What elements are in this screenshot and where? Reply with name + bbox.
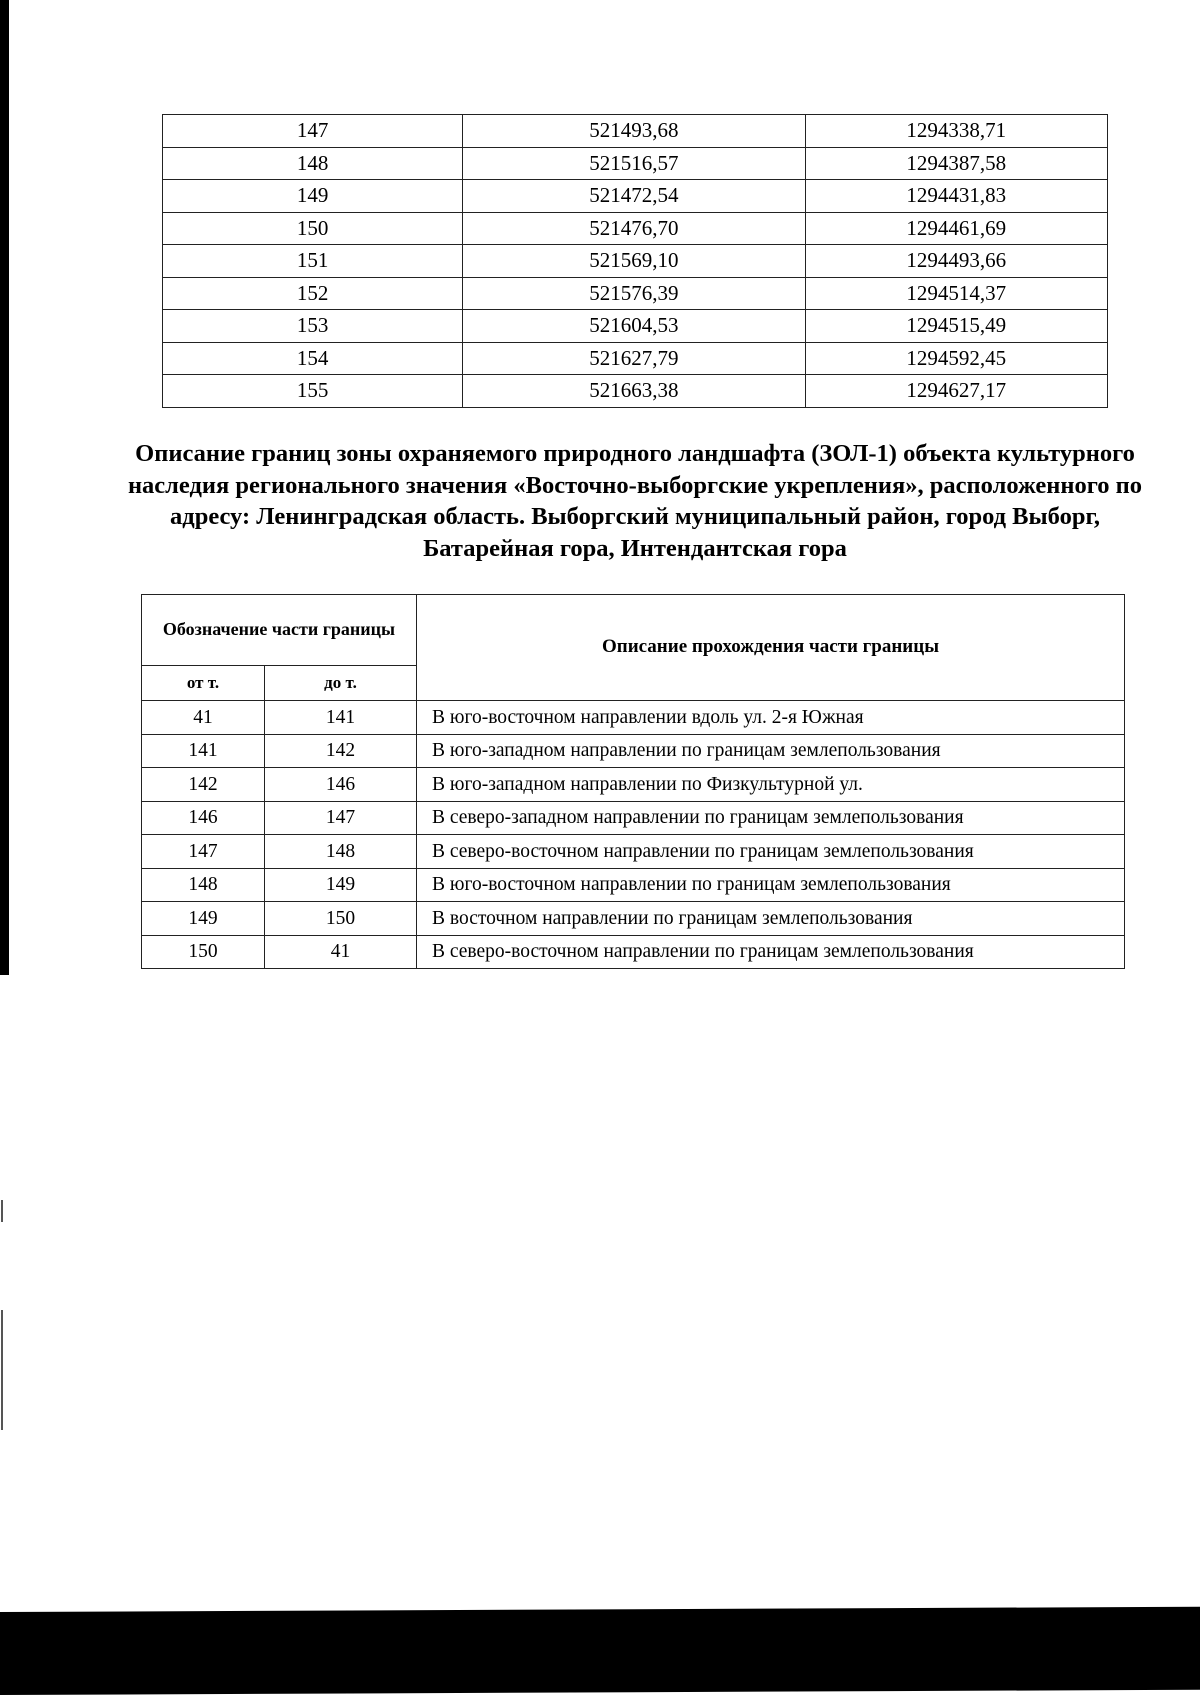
table-row [142,868,1125,902]
from-point: 142 [142,768,265,802]
boundary-description: В юго-восточном направлении вдоль ул. 2-я Южная [417,701,1125,735]
coord-x: 521663,38 [463,375,805,408]
table-row [142,835,1125,869]
table-row [142,902,1125,936]
scan-edge-left [0,0,9,975]
boundary-description: В восточном направлении по границам землепользования [417,902,1125,936]
coord-x: 521493,68 [463,115,805,148]
table-row [142,801,1125,835]
to-point: 142 [265,734,417,768]
coord-y: 1294387,58 [805,147,1107,180]
table-row [142,935,1125,969]
coord-y: 1294514,37 [805,277,1107,310]
table-row [142,701,1125,735]
from-point: 141 [142,734,265,768]
coordinates-table [162,114,1108,408]
scan-mark [1,1310,3,1430]
coord-y: 1294493,66 [805,245,1107,278]
boundary-description: В юго-восточном направлении по границам землепользования [417,868,1125,902]
to-point-header: до т. [265,666,417,701]
point-number: 153 [163,310,463,343]
point-number: 148 [163,147,463,180]
to-point: 150 [265,902,417,936]
table-row [163,115,1108,148]
coord-y: 1294461,69 [805,212,1107,245]
coord-x: 521627,79 [463,342,805,375]
point-number: 150 [163,212,463,245]
coord-x: 521604,53 [463,310,805,343]
boundary-description: В северо-западном направлении по границам землепользования [417,801,1125,835]
coord-x: 521569,10 [463,245,805,278]
to-point: 148 [265,835,417,869]
boundary-description-table [141,594,1125,969]
to-point: 141 [265,701,417,735]
coord-x: 521516,57 [463,147,805,180]
coord-y: 1294515,49 [805,310,1107,343]
from-point: 149 [142,902,265,936]
point-number: 152 [163,277,463,310]
coord-x: 521576,39 [463,277,805,310]
point-number: 151 [163,245,463,278]
from-point: 146 [142,801,265,835]
description-header: Описание прохождения части границы [417,595,1125,701]
from-point: 148 [142,868,265,902]
scan-edge-bottom [0,1607,1200,1695]
from-point: 147 [142,835,265,869]
table-row [163,310,1108,343]
table-header-row [142,595,1125,666]
point-number: 155 [163,375,463,408]
to-point: 147 [265,801,417,835]
boundary-description: В юго-западном направлении по Физкультурной ул. [417,768,1125,802]
boundary-description: В северо-восточном направлении по границам землепользования [417,835,1125,869]
to-point: 149 [265,868,417,902]
table-row [163,245,1108,278]
table-row [163,180,1108,213]
coord-y: 1294627,17 [805,375,1107,408]
coord-y: 1294592,45 [805,342,1107,375]
coord-x: 521476,70 [463,212,805,245]
table-row [163,342,1108,375]
table-row [163,375,1108,408]
from-point-header: от т. [142,666,265,701]
boundary-description: В юго-западном направлении по границам землепользования [417,734,1125,768]
from-point: 41 [142,701,265,735]
point-number: 154 [163,342,463,375]
section-title: Описание границ зоны охраняемого природного ландшафта (ЗОЛ-1) объекта культурного наследия регионального значения «Восточно-выборгские укрепления», расположенного по адресу: Ленинградская область. Выборгский муниципальный район, город Выборг, Батарейная гора, Интендантская гора [127,440,1143,562]
table-row [142,734,1125,768]
scan-mark [1,1200,3,1222]
to-point: 146 [265,768,417,802]
table-row [163,147,1108,180]
from-point: 150 [142,935,265,969]
boundary-description: В северо-восточном направлении по границам землепользования [417,935,1125,969]
table-row [163,212,1108,245]
coord-y: 1294338,71 [805,115,1107,148]
part-designation-header: Обозначение части границы [142,595,417,666]
point-number: 149 [163,180,463,213]
coord-x: 521472,54 [463,180,805,213]
coord-y: 1294431,83 [805,180,1107,213]
table-row [142,768,1125,802]
point-number: 147 [163,115,463,148]
to-point: 41 [265,935,417,969]
table-row [163,277,1108,310]
